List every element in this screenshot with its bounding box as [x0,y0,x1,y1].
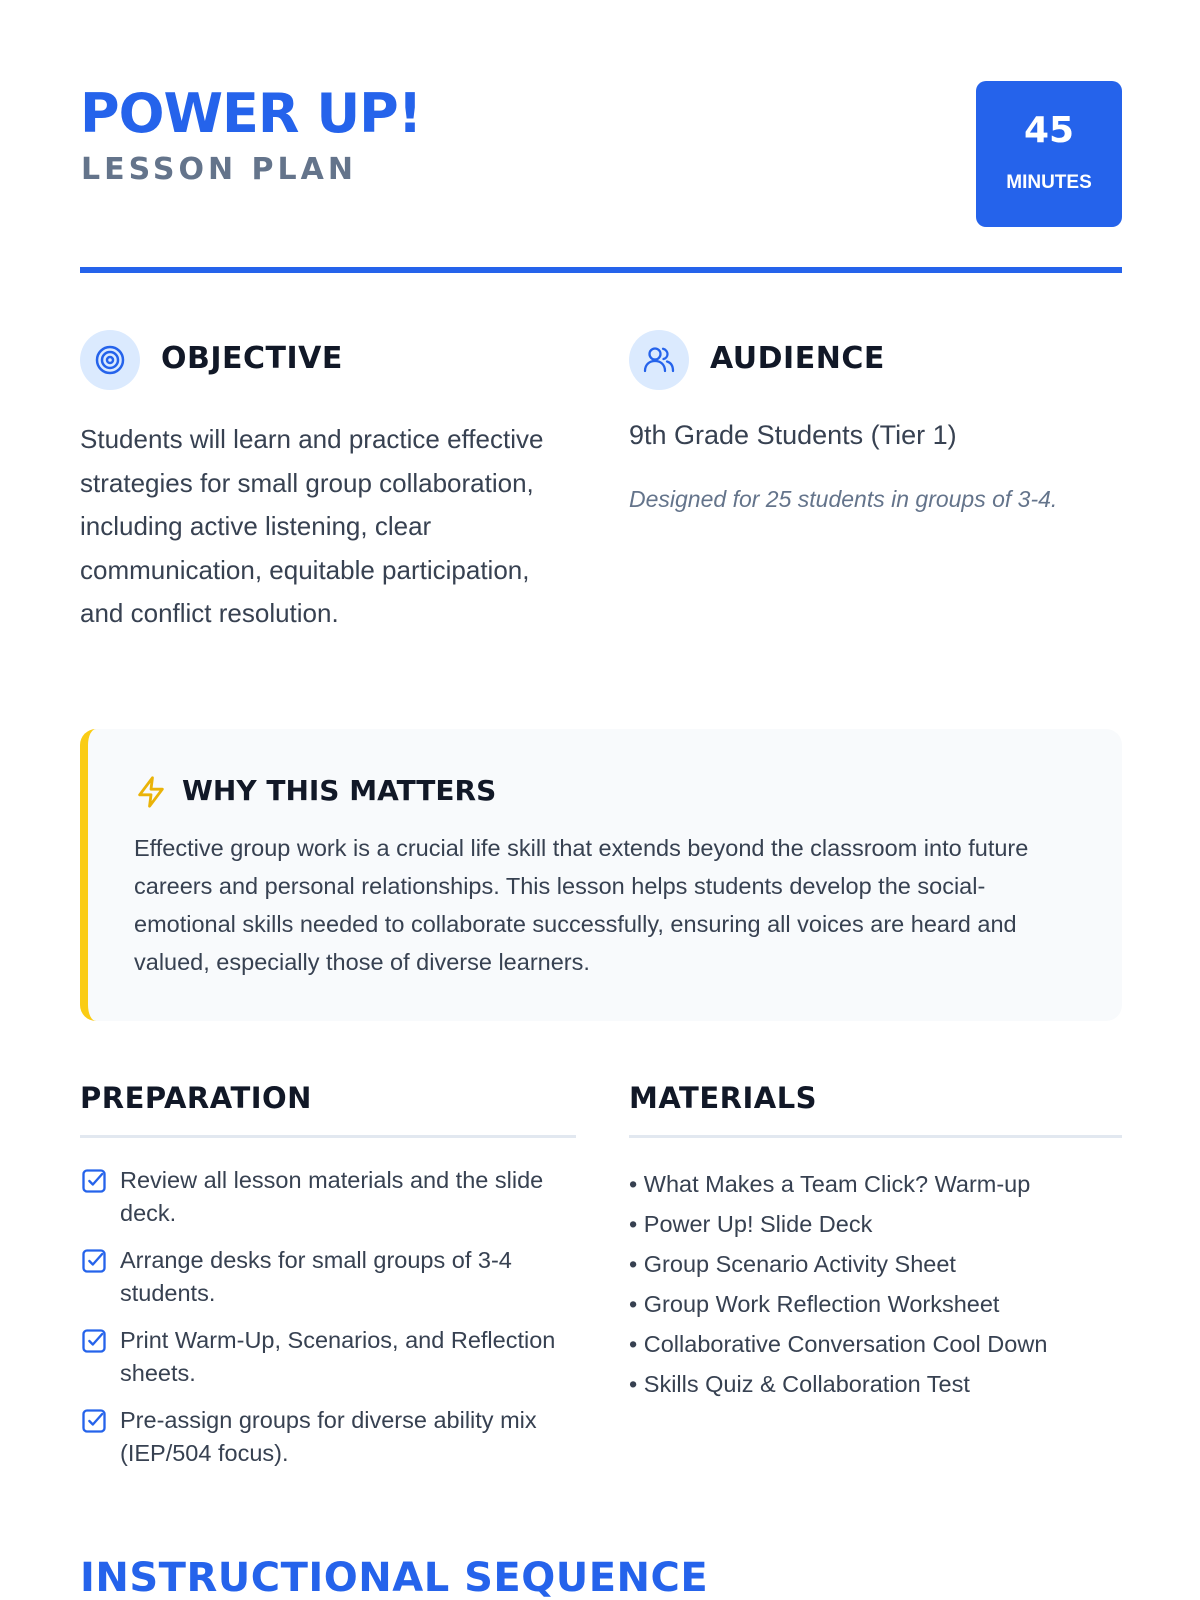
duration-badge [976,81,1122,227]
list-item [80,1324,580,1390]
materials-list [629,1164,1129,1404]
users-icon [629,330,689,390]
preparation-item-text: Print Warm-Up, Scenarios, and Reflection sheets. [120,1327,556,1386]
list-item: • Group Work Reflection Worksheet [629,1291,1000,1317]
preparation-title: PREPARATION [80,1081,312,1115]
objective-title: OBJECTIVE [161,341,343,376]
duration-value: 45 [1023,110,1075,151]
page-subtitle: LESSON PLAN [81,152,357,187]
preparation-item-text: Review all lesson materials and the slide deck. [120,1167,544,1226]
materials-title: MATERIALS [629,1081,818,1115]
list-item: • Power Up! Slide Deck [629,1211,873,1237]
target-icon [80,330,140,390]
page-title: POWER UP! [80,82,422,145]
header-divider [80,267,1122,273]
audience-title: AUDIENCE [710,341,885,376]
list-item [80,1404,580,1470]
preparation-divider [80,1135,576,1138]
list-item: • Group Scenario Activity Sheet [629,1251,956,1277]
why-this-matters-callout [80,729,1122,1021]
audience-grade: 9th Grade Students (Tier 1) [629,420,957,450]
why-title: WHY THIS MATTERS [182,774,497,807]
check-square-icon [80,1407,110,1440]
duration-unit: MINUTES [1006,172,1092,193]
materials-item-text: Power Up! Slide Deck [643,1211,873,1237]
instructional-sequence-title: INSTRUCTIONAL SEQUENCE [80,1555,709,1600]
check-square-icon [80,1327,110,1360]
preparation-list [80,1164,580,1484]
list-item [80,1164,580,1230]
audience-note: Designed for 25 students in groups of 3-4. [629,486,1058,512]
list-item [80,1244,580,1310]
list-item: • Collaborative Conversation Cool Down [629,1331,1048,1357]
list-item: • What Makes a Team Click? Warm-up [629,1171,1031,1197]
objective-text: Students will learn and practice effective strategies for small group collaboration, including active listening, clear communication, equitable participation, and conflict resolution. [80,424,544,628]
list-item: • Skills Quiz & Collaboration Test [629,1371,970,1397]
check-square-icon [80,1167,110,1200]
preparation-item-text: Arrange desks for small groups of 3-4 students. [120,1247,512,1306]
preparation-item-text: Pre-assign groups for diverse ability mix (IEP/504 focus). [120,1407,537,1466]
materials-item-text: Collaborative Conversation Cool Down [643,1331,1048,1357]
materials-item-text: What Makes a Team Click? Warm-up [643,1171,1031,1197]
why-text: Effective group work is a crucial life skill that extends beyond the classroom into future careers and personal relationships. This lesson helps students develop the social-emotional skills needed to collaborate successfully, ensuring all voices are heard and valued, especially those of diverse learners. [134,835,1029,975]
materials-item-text: Skills Quiz & Collaboration Test [643,1371,970,1397]
materials-item-text: Group Scenario Activity Sheet [643,1251,956,1277]
check-square-icon [80,1247,110,1280]
materials-item-text: Group Work Reflection Worksheet [643,1291,1000,1317]
materials-divider [629,1135,1122,1138]
lightning-icon [134,775,168,814]
